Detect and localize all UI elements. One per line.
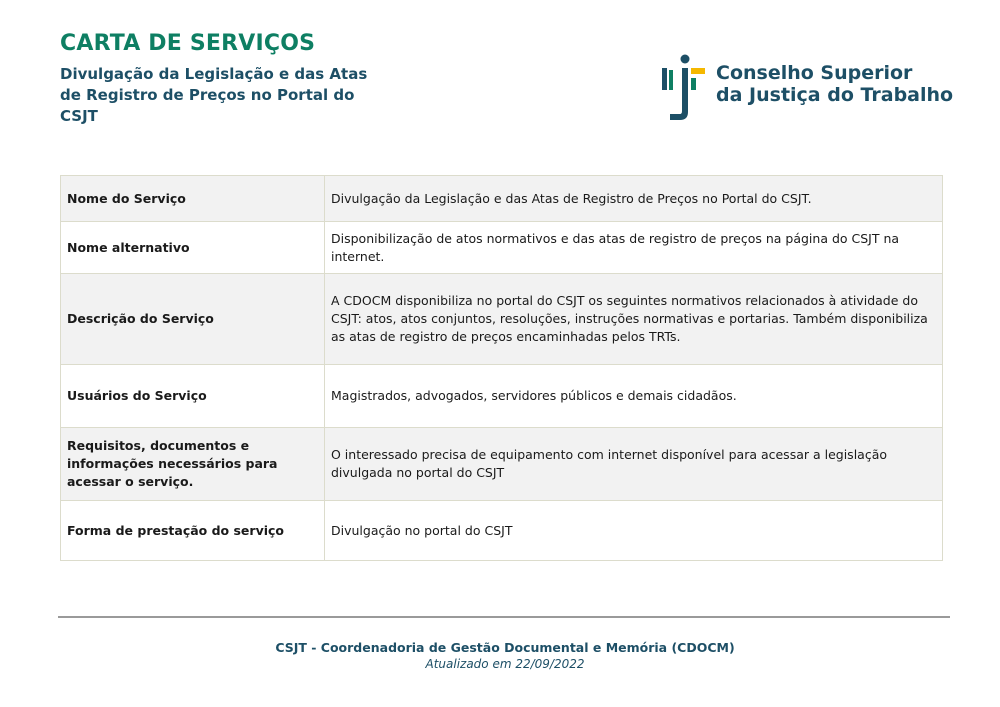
table-row <box>61 428 943 501</box>
logo-text <box>716 62 953 106</box>
row-label: Usuários do Serviço <box>61 365 325 428</box>
row-value: Divulgação da Legislação e das Atas de Registro de Preços no Portal do CSJT. <box>325 176 943 222</box>
row-label: Nome alternativo <box>61 222 325 274</box>
csjt-emblem-icon <box>660 52 706 122</box>
table-row <box>61 365 943 428</box>
page-title: CARTA DE SERVIÇOS <box>60 31 316 56</box>
footer-department: CSJT - Coordenadoria de Gestão Documental e Memória (CDOCM) <box>275 640 735 655</box>
row-value: Divulgação no portal do CSJT <box>325 501 943 561</box>
page-subtitle: Divulgação da Legislação e das Atas de Registro de Preços no Portal do CSJT <box>60 65 368 125</box>
logo-line-2: da Justiça do Trabalho <box>716 84 954 106</box>
footer-updated-date: Atualizado em 22/09/2022 <box>425 657 585 671</box>
table-row <box>61 501 943 561</box>
row-value: O interessado precisa de equipamento com internet disponível para acessar a legislação divulgada no portal do CSJT <box>325 428 943 501</box>
row-value: Magistrados, advogados, servidores públicos e demais cidadãos. <box>325 365 943 428</box>
row-label: Nome do Serviço <box>61 176 325 222</box>
table-row <box>61 222 943 274</box>
table-row <box>61 176 943 222</box>
row-label: Requisitos, documentos e informações necessários para acessar o serviço. <box>61 428 325 501</box>
csjt-logo <box>660 52 954 122</box>
service-info-table <box>60 175 943 561</box>
footer-divider <box>58 616 950 618</box>
row-label: Descrição do Serviço <box>61 274 325 365</box>
table-row <box>61 274 943 365</box>
logo-line-1: Conselho Superior <box>716 62 913 84</box>
row-label: Forma de prestação do serviço <box>61 501 325 561</box>
row-value: A CDOCM disponibiliza no portal do CSJT os seguintes normativos relacionados à atividade do CSJT: atos, atos conjuntos, resoluções, instruções normativas e portarias. Também disponibiliza as atas de registro de preços encaminhadas pelos TRTs. <box>325 274 943 365</box>
row-value: Disponibilização de atos normativos e das atas de registro de preços na página do CSJT na internet. <box>325 222 943 274</box>
